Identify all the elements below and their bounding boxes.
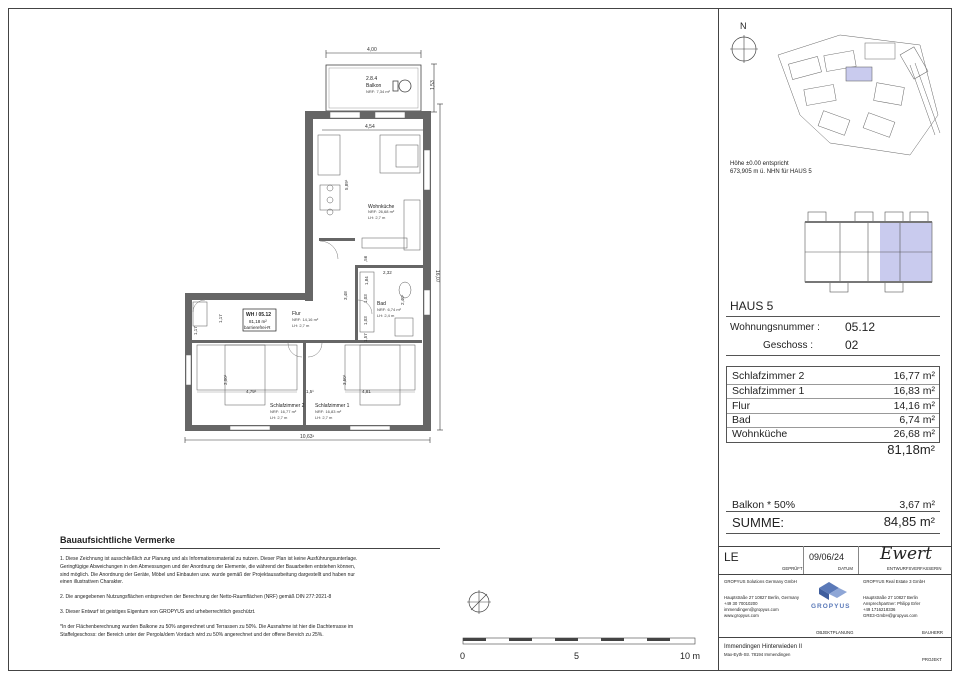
dim-1607: 16,07 [434,270,440,283]
right-role: BAUHERR [922,630,944,635]
floor-value: 02 [845,338,859,352]
living-area: NRF: 26,68 m² [368,209,395,214]
hall-name: Flur [292,311,301,317]
compass-icon [465,588,495,622]
note-line: sind möglich. Die Anordnung der Geräte, Möbel und Einbauten usw. wurde gemäß der Projektausarbeitung dargestellt und haben nur [60,571,355,578]
dim-589: 5,89¹ [344,179,349,190]
address-line: +49 1716218336 [863,607,896,612]
bed1-name: Schlafzimmer 1 [315,403,350,409]
checked-label: GEPRÜFT [782,566,803,571]
sum-label: SUMME: [732,515,784,530]
balcony-area: NRF: 7,34 m² [366,89,391,94]
address-line: Hauptstraße 27 10827 Berlin, Germany [724,595,799,600]
bed2-lh: LH: 2,7 m [270,415,288,420]
note-line: 1. Diese Zeichnung ist ausschließlich zur Planung und als Informationsmaterial zu nutzen. Dieser Plan ist keine Ausführungsunterlage. [60,556,358,562]
note-line: Staffelgeschoss: der Bereich unter der Pergola/dem Vordach wird zu 50% angerechnet und der offene Bereich zu 25%. [60,631,324,638]
left-company: GROPYUS Solutions Germany GmbH [724,579,797,584]
left-role: OBJEKTPLANUNG [816,630,854,635]
unit-area: 81,18 m² [249,319,267,324]
note-line: 3. Dieser Entwurf ist geistiges Eigentum von GROPYUS und urheberrechtlich geschützt. [60,608,256,615]
notes-rule [60,548,440,549]
room-name: Wohnküche [732,428,788,440]
hall-lh: LH: 2,7 m [292,323,310,328]
logo-text: GROPYUS [811,603,851,610]
dim-348: 3,48 [343,291,348,300]
height-note-line1: Höhe ±0.00 entspricht [730,161,789,167]
bed2-area: NRF: 16,77 m² [270,409,297,414]
date-label: DATUM [838,566,853,571]
address-line: Hauptstraße 27 10827 Berlin [863,595,918,600]
hall-area: NRF: 14,16 m² [292,317,319,322]
site-plan [770,25,945,165]
room-row [732,400,935,412]
bath-lh: LH: 2,4 m [377,313,395,318]
total-area: 81,18m² [887,442,935,457]
room-row [732,428,935,440]
scale-bar [455,636,705,666]
dim-103b: 1,03 [363,316,368,325]
room-area: 6,74 m² [899,414,935,426]
balcony-row-area: 3,67 m² [899,499,935,511]
dim-481: 4,81 [362,389,371,394]
note-line: *In der Flächenberechnung wurden Balkone zu 50% angerechnet und Terrassen zu 50%. Die Ausnahme ist hier die Dachterrasse im [60,623,354,630]
dim-103: 1,03 [363,294,368,303]
living-lh: LH: 2,7 m [368,215,386,220]
house-name: HAUS 5 [730,299,774,313]
scale-5: 5 [574,651,580,661]
room-row [732,414,935,426]
bed2-name: Schlafzimmer 2 [270,403,305,409]
room-row [732,385,935,397]
unit-id: WH / 05.12 [246,312,272,318]
dim-479: 4,79¹ [246,389,257,394]
address-line: +49 30 70010200 [724,601,758,606]
dim-240: 2,40¹ [400,294,405,305]
balcony-id: 2.8.4 [366,76,378,82]
note-line: Geringfügige Abweichungen in den Abmessungen und der Anordnung der Elemente, die während der Bauarbeiten entstehen können, [60,563,356,570]
dim-157: 1,57 [363,333,368,342]
dim-117: 1,17 [193,326,198,335]
floor-label: Geschoss : [763,340,814,351]
note-line: einen illustrativen Charakter. [60,579,124,586]
dim-232: 2,32 [383,270,392,275]
room-name: Schlafzimmer 1 [732,385,805,397]
bath-name: Bad [377,301,386,307]
sum-value: 84,85 m² [883,514,935,529]
room-area: 26,68 m² [893,428,935,440]
height-note-line2: 673,905 m ü. NHN für HAUS 5 [730,169,812,175]
bed1-lh: LH: 2,7 m [315,415,333,420]
room-row [732,370,935,382]
right-address [863,595,920,619]
apartment-value: 05.12 [845,320,876,334]
gropyus-logo-icon [815,580,851,602]
notes-body [60,556,460,639]
scale-10: 10 m [680,651,701,661]
room-area: 16,83 m² [893,385,935,397]
address-line: immendingen@gropyus.com [724,607,779,612]
dim-454: 4,54 [365,124,375,130]
north-label: N [740,21,747,31]
room-name: Schlafzimmer 2 [732,370,805,382]
project-label: PROJEKT [922,657,942,662]
dim-153: 1,53 [430,80,436,90]
bath-area: NRF: 6,74 m² [377,307,402,312]
dim-184: 1,84 [364,276,369,285]
right-company: GROPYUS Real Estate 3 GmbH [863,579,926,584]
project-address: Max-Eyth-Str. 78194 Immendingen [724,652,791,657]
balcony-row [732,499,935,511]
stamp-date: 09/06/24 [809,552,845,562]
dim-117b: 1,17 [218,314,223,323]
room-name: Flur [732,400,751,412]
signature: Ewert [880,544,932,564]
scale-0: 0 [460,651,466,661]
room-area: 16,77 m² [893,370,935,382]
apartment-label: Wohnungsnummer : [730,322,820,333]
room-area: 14,16 m² [893,400,935,412]
dim-300b: 3,50¹ [342,374,347,385]
notes-title: Bauaufsichtliche Vermerke [60,535,176,545]
key-plan [800,210,940,298]
address-line: Ansprechpartner: Philipp Erler [863,601,921,606]
address-line: GRE3-GmbH@gropyus.com [863,613,918,618]
checked-by: LE [724,550,739,564]
dim-56: ,56 [363,255,368,262]
dim-bottom: 10,63¹ [300,434,315,440]
living-name: Wohnküche [368,204,395,210]
dim-top: 4,00 [367,47,377,53]
unit-note: barrierefrei-R [244,325,271,330]
project-name: Immendingen Hinterwieden II [724,644,803,650]
address-line: www.gropyus.com [724,613,759,618]
balcony-name: Balkon [366,83,382,89]
dim-300: 3,00¹ [223,374,228,385]
bed1-area: NRF: 16,83 m² [315,409,342,414]
titleblock-divider [718,8,719,671]
dim-15: 1,5¹ [306,389,314,394]
north-arrow-icon [728,33,760,65]
left-address [724,595,799,619]
height-note [730,160,812,176]
note-line: 2. Die angegebenen Nutzungsflächen entsprechen der Berechnung der Netto-Raumflächen (NRF) gemäß DIN 277:2021-8 [60,594,332,601]
author-label: ENTWURFSVERFASSERIN [887,566,942,571]
room-name: Bad [732,414,751,426]
balcony-row-name: Balkon * 50% [732,499,796,511]
